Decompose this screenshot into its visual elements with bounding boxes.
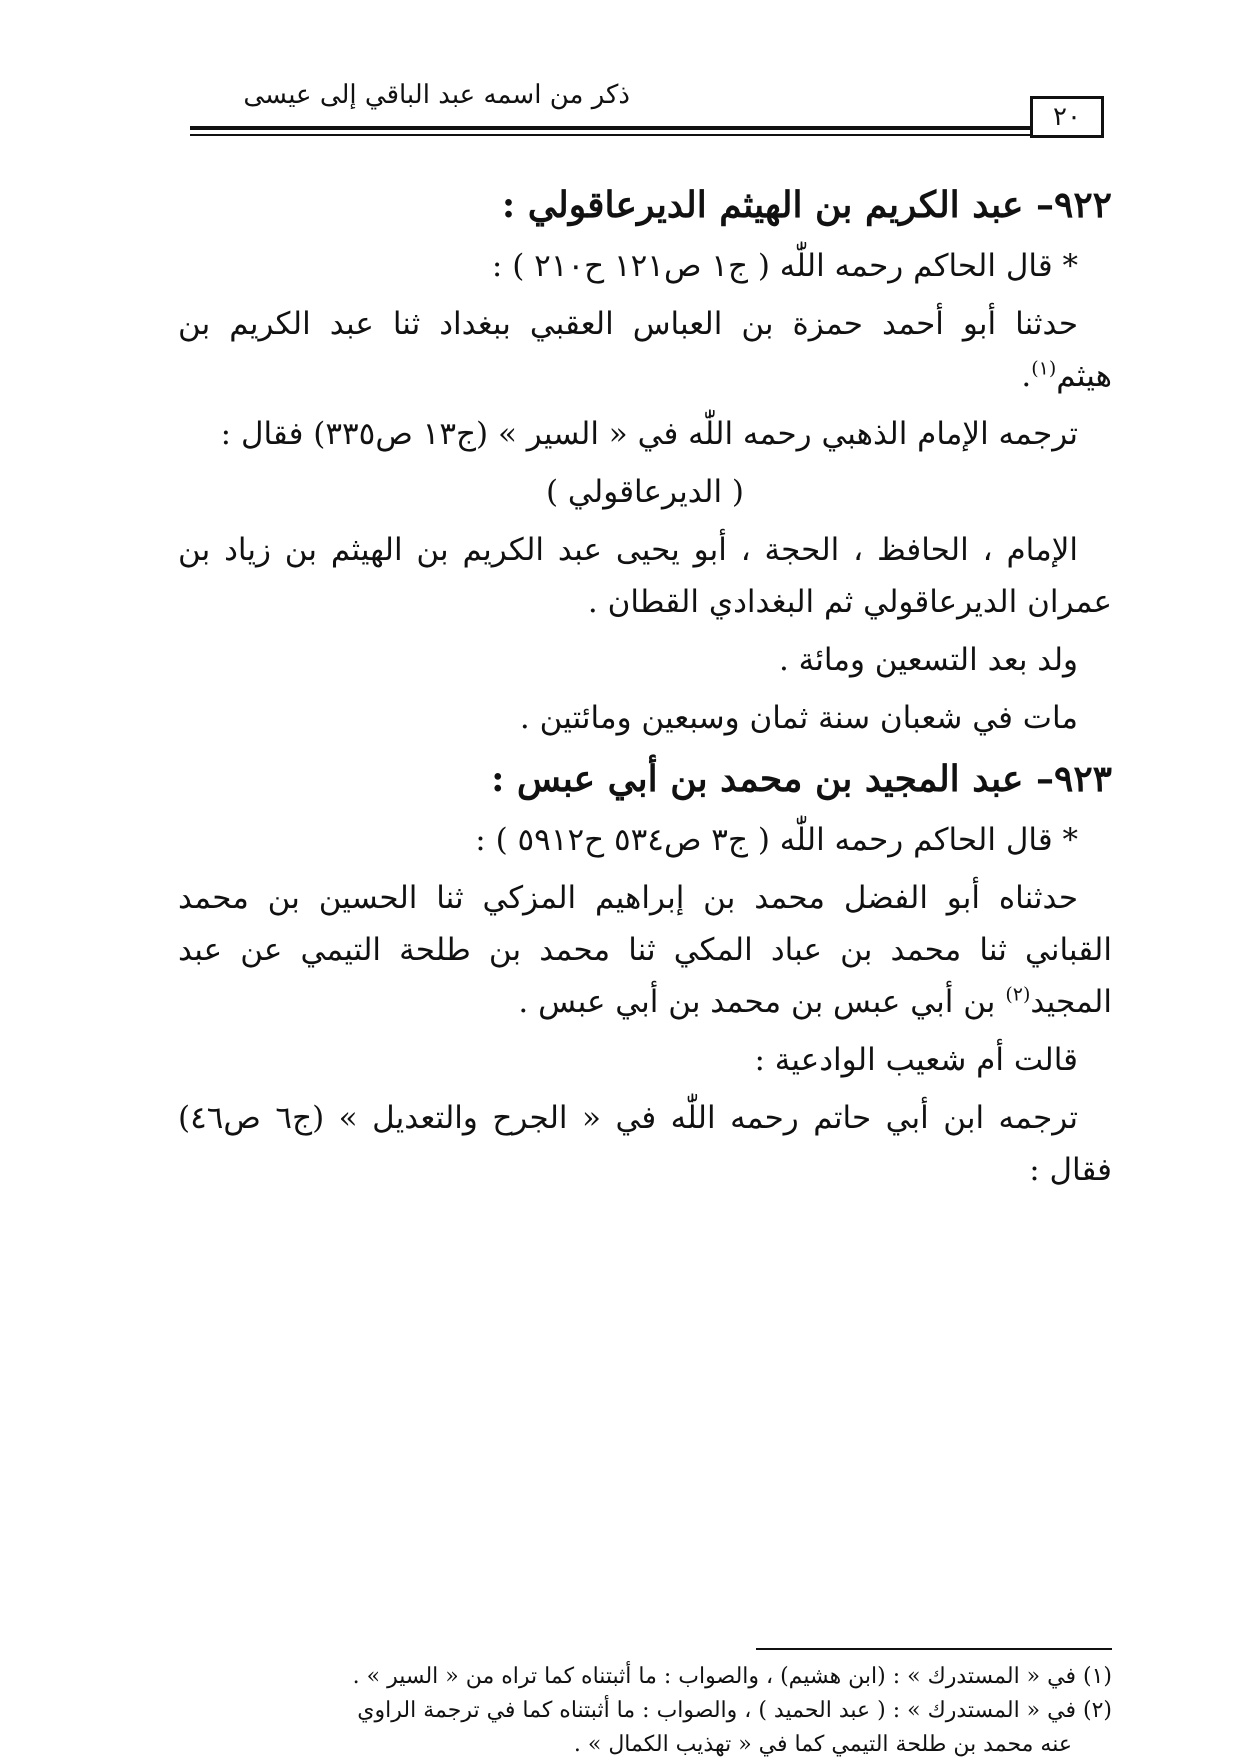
entry-922-heading: ٩٢٢– عبد الكريم بن الهيثم الديرعاقولي : bbox=[501, 184, 1112, 226]
header-rule-thick bbox=[190, 126, 1033, 130]
entry-922-tarjama: ترجمه الإمام الذهبي رحمه اللّٰه في « السير » (ج١٣ ص٣٣٥) فقال : bbox=[220, 416, 1078, 452]
entry-922-isnad-end: . bbox=[1021, 358, 1032, 394]
page-number-box: ٢٠ bbox=[1030, 96, 1104, 138]
entry-923-isnad-text: حدثناه أبو الفضل محمد بن إبراهيم المزكي ثنا الحسين بن محمد القباني ثنا محمد بن عباد المكي ثنا محمد بن طلحة التيمي عن عبد المجيد bbox=[178, 880, 1112, 1020]
footnote-1: (١) في « المستدرك » : (ابن هشيم) ، والصواب : ما أثبتناه كما تراه من « السير » . bbox=[352, 1664, 1112, 1689]
footnote-ref-2: (٢) bbox=[1005, 983, 1031, 1006]
entry-922-hakim-ref: * قال الحاكم رحمه اللّٰه ( ج١ ص١٢١ ح٢١٠ ) : bbox=[491, 248, 1078, 284]
entry-922-isnad-text: حدثنا أبو أحمد حمزة بن العباس العقبي ببغداد ثنا عبد الكريم بن هيثم bbox=[178, 306, 1112, 394]
main-text bbox=[178, 176, 1112, 1202]
header-rule-thin bbox=[190, 134, 1033, 136]
running-title: ذكر من اسمه عبد الباقي إلى عيسى bbox=[243, 80, 630, 110]
entry-922-birth: ولد بعد التسعين ومائة . bbox=[778, 642, 1078, 678]
entry-923-umm-shuayb: قالت أم شعيب الوادعية : bbox=[754, 1042, 1078, 1078]
entry-923-tarjama: ترجمه ابن أبي حاتم رحمه اللّٰه في « الجرح والتعديل » (ج٦ ص٤٦) فقال : bbox=[178, 1100, 1112, 1188]
footnote-rule bbox=[756, 1648, 1112, 1650]
entry-922-death: مات في شعبان سنة ثمان وسبعين ومائتين . bbox=[519, 700, 1078, 736]
footnote-2-continued: عنه محمد بن طلحة التيمي كما في « تهذيب الكمال » . bbox=[573, 1732, 1072, 1757]
entry-922-isnad bbox=[178, 298, 1112, 402]
entry-923-heading: ٩٢٣– عبد المجيد بن محمد بن أبي عبس : bbox=[491, 758, 1112, 800]
entry-922-nisba: ( الديرعاقولي ) bbox=[545, 474, 745, 510]
entry-923-isnad-rest: بن أبي عبس بن محمد بن أبي عبس . bbox=[518, 984, 996, 1020]
footnote-2: (٢) في « المستدرك » : ( عبد الحميد ) ، والصواب : ما أثبتناه كما في ترجمة الراوي bbox=[357, 1698, 1112, 1723]
footnote-ref-1: (١) bbox=[1031, 357, 1057, 380]
entry-923-hakim-ref: * قال الحاكم رحمه اللّٰه ( ج٣ ص٥٣٤ ح٥٩١٢ ) : bbox=[475, 822, 1078, 858]
footnotes bbox=[178, 1660, 1112, 1762]
entry-923-isnad bbox=[178, 872, 1112, 1028]
entry-922-bio: الإمام ، الحافظ ، الحجة ، أبو يحيى عبد الكريم بن الهيثم بن زياد بن عمران الديرعاقولي ثم البغدادي القطان . bbox=[178, 532, 1112, 620]
